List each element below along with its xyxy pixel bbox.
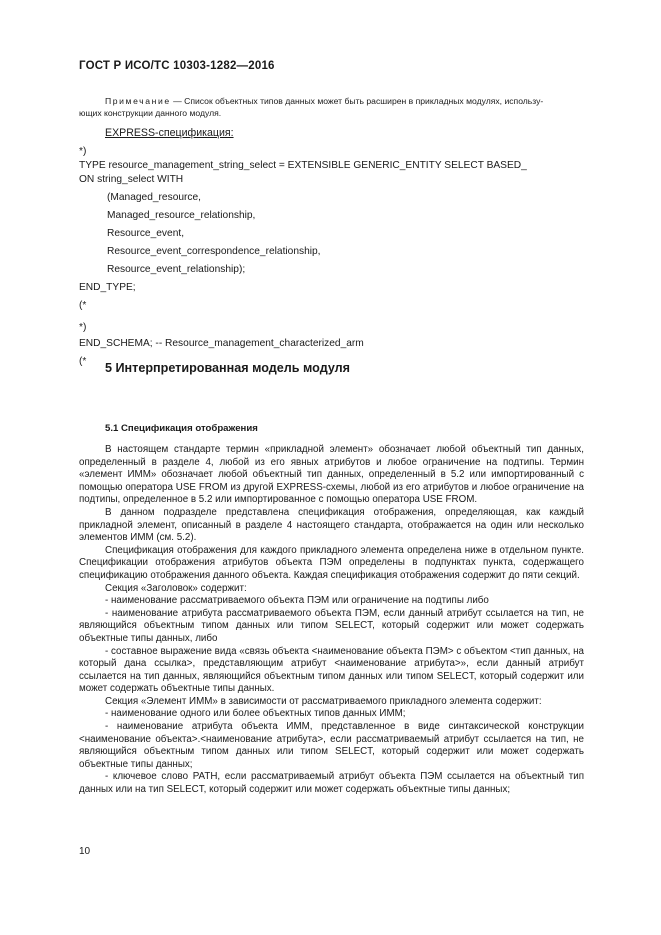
code-line: END_SCHEMA; -- Resource_management_characterized_arm (79, 338, 364, 349)
code-line: *) (79, 322, 87, 333)
code-line: TYPE resource_management_string_select = EXTENSIBLE GENERIC_ENTITY SELECT BASED_ (79, 160, 527, 171)
paragraph: Секция «Элемент ИММ» в зависимости от рассматриваемого прикладного элемента содержит: (105, 695, 542, 707)
paragraph: В данном подразделе представлена спецификация отображения, определяющая, как каждый прикладной элемент, описанный в разделе 4 настоящего стандарта, отображается на один или несколько элементов ИММ (см. 5.2). (79, 506, 584, 544)
note-block (79, 95, 584, 119)
list-item: - составное выражение вида «связь объекта <наименование объекта ПЭМ> с объектом <тип данных, на который дана ссылка>, представляющим атрибут <наименование атрибута>», если данный атрибут ссылается на тип данных, являющийся объектным типом данных или типом SELECT, который содержит или может содержать объектные типы данных. (79, 645, 584, 695)
note-label: Примечание (105, 96, 171, 106)
code-line: Resource_event, (107, 228, 185, 239)
section-title: 5 Интерпретированная модель модуля (105, 361, 351, 375)
note-text-1: — Список объектных типов данных может быть расширен в прикладных модулях, использу- (170, 96, 544, 106)
page-number: 10 (79, 846, 91, 857)
code-line: (* (79, 356, 87, 367)
paragraph: В настоящем стандарте термин «прикладной элемент» обозначает любой объектный тип данных, определенный в разделе 4, любой из его явных атрибутов и любое ограничение на подтипы. Термин «элемент ИММ» обозначает любой объектный тип данных, определенный в 5.2 или импортированный с помощью оператора USE FROM из другой EXPRESS-схемы, любой из его атрибутов и любое ограничение на подтипы, определенное в 5.2 или импортированное с помощью оператора USE FROM. (79, 444, 584, 506)
note-line-2: ющих конструкции данного модуля. (79, 108, 222, 118)
body-text (79, 444, 584, 797)
list-item: - наименование атрибута рассматриваемого объекта ПЭМ, если данный атрибут ссылается на тип, не являющийся объектным типом данных или типом SELECT, который содержит или может содержать объектные типы данных, либо (79, 607, 584, 644)
express-specification-title: EXPRESS-спецификация: (105, 127, 234, 139)
code-line: Managed_resource_relationship, (107, 210, 256, 221)
code-line: Resource_event_correspondence_relationship, (107, 246, 321, 257)
code-line: (* (79, 300, 87, 311)
code-line: Resource_event_relationship); (107, 264, 246, 275)
code-line: END_TYPE; (79, 282, 136, 293)
subsection-title: 5.1 Спецификация отображения (105, 423, 258, 434)
list-item: - наименование одного или более объектных типов данных ИММ; (105, 708, 406, 720)
list-item: - наименование рассматриваемого объекта ПЭМ или ограничение на подтипы либо (105, 595, 489, 607)
code-line: *) (79, 146, 87, 157)
standard-header: ГОСТ Р ИСО/ТС 10303-1282—2016 (79, 60, 275, 72)
list-item: - ключевое слово PATH, если рассматриваемый атрибут объекта ПЭМ ссылается на объектный тип данных или на тип SELECT, который содержит или может содержать объектные типы данных; (79, 771, 584, 796)
code-line: ON string_select WITH (79, 174, 184, 185)
note-line-1 (79, 95, 584, 107)
code-line: (Managed_resource, (107, 192, 202, 203)
paragraph: Спецификация отображения для каждого прикладного элемента определена ниже в отдельном пункте. Спецификации отображения атрибутов объекта ПЭМ определены в подпунктах пункта, содержащего спецификацию отображения данного объекта. Каждая спецификация отображения содержит до пяти секций. (79, 544, 584, 581)
list-item: - наименование атрибута объекта ИММ, представленное в виде синтаксической конструкции <наименование объекта>.<наименование атрибута>, если рассматриваемый атрибут ссылается на тип, не являющийся объектным типом данных или типом SELECT, который содержит или может содержать объектные типы данных; (79, 721, 584, 770)
paragraph: Секция «Заголовок» содержит: (105, 582, 247, 594)
